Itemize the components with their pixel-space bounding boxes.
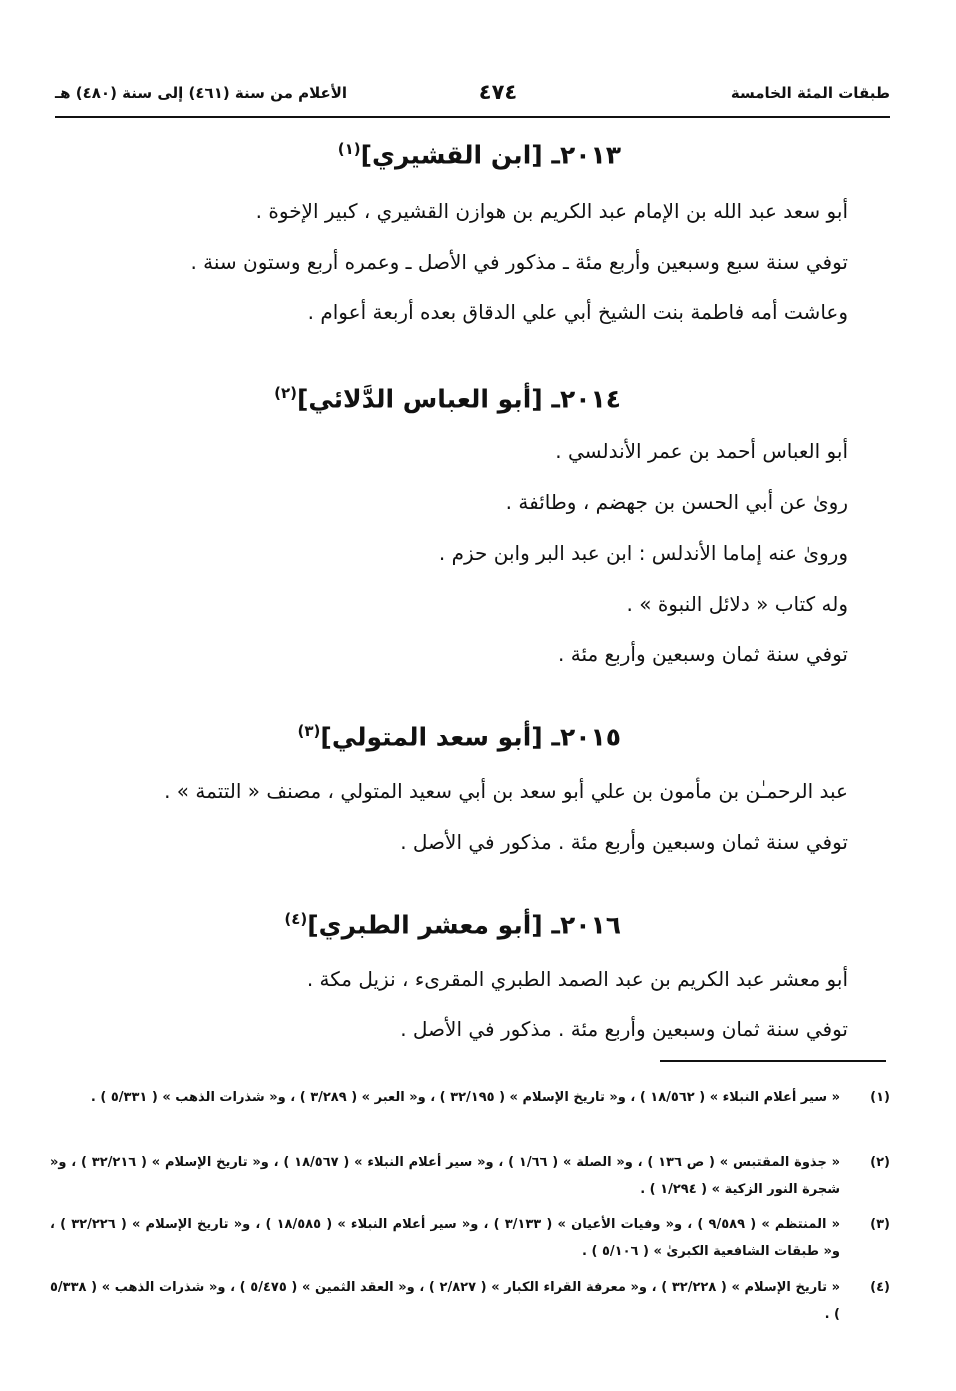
footnote-rule [660,1060,886,1062]
footnote-text: « تاريخ الإسلام » ( ٣٢/٢٢٨ ) ، و« معرفة القراء الكبار » ( ٢/٨٢٧ ) ، و« العقد الثمين » ( ٥/٤٧٥ ) ، و« شذرات الذهب » ( ٥/٣٣٨ ) . [50,1280,841,1322]
entry-heading-text: ٢٠١٤ـ [أبو العباس الدَّلائي] [296,384,621,414]
entry-line: توفي سنة ثمان وسبعين وأربع مئة . مذكور في الأصل . [400,1017,848,1041]
running-header-section-title: طبقات المئة الخامسة [730,84,890,102]
entry-line: توفي سنة ثمان وسبعين وأربع مئة . [558,642,848,666]
footnote-ref: (١) [337,140,361,158]
entry-heading-text: ٢٠١٥ـ [أبو سعد المتولي] [320,722,621,752]
entry-line: وعاشت أمه فاطمة بنت الشيخ أبي علي الدقاق بعده أربعة أعوام . [307,300,848,324]
footnote-text: « المنتظم » ( ٩/٥٨٩ ) ، و« وفيات الأعيان » ( ٣/١٣٣ ) ، و« سير أعلام النبلاء » ( ١٨/٥٨٥ ) ، و« تاريخ الإسلام » ( ٣٢/٢٢٦ ) ، و« طبقات الشافعية الكبرىٰ » ( ٥/١٠٦ ) . [50,1217,840,1259]
entry-line: روىٰ عن أبي الحسن بن جهضم ، وطائفة . [505,490,848,514]
entry-heading [338,140,621,169]
page-number: ٤٧٤ [478,80,518,104]
entry-heading [284,910,621,939]
entry-line: أبو سعد عبد الله بن الإمام عبد الكريم بن هوازن القشيري ، كبير الإخوة . [255,199,848,223]
footnote-text: « جذوة المقتبس » ( ص ١٣٦ ) ، و« الصلة » ( ١/٦٦ ) ، و« سير أعلام النبلاء » ( ١٨/٥٦٧ ) ، و« تاريخ الإسلام » ( ٣٢/٢١٦ ) ، و« شجرة النور الزكية » ( ١/٢٩٤ ) . [50,1155,841,1197]
footnote-ref: (٤) [284,910,308,928]
footnote-ref: (٣) [297,722,321,740]
header-rule [55,116,890,118]
running-header-volume-range: الأعلام من سنة (٤٦١) إلى سنة (٤٨٠) هـ [55,84,348,102]
footnote-number: (٢) [870,1155,890,1170]
entry-line: عبد الرحمـٰن بن مأمون بن علي أبو سعد بن أبي سعيد المتولي ، مصنف « التتمة » . [164,779,848,803]
entry-heading-text: ٢٠١٦ـ [أبو معشر الطبري] [307,910,621,940]
footnote-number: (١) [870,1090,890,1105]
entry-heading-text: ٢٠١٣ـ [ابن القشيري] [360,140,621,170]
entry-line: أبو معشر عبد الكريم بن عبد الصمد الطبري المقرىء ، نزيل مكة . [306,967,848,991]
running-header [55,80,890,114]
footnote-ref: (٢) [274,384,297,402]
entry-line: توفي سنة سبع وسبعين وأربع مئة ـ مذكور في الأصل ـ وعمره أربع وستون سنة . [190,250,848,274]
footnote-number: (٤) [870,1280,890,1295]
entry-line: توفي سنة ثمان وسبعين وأربع مئة . مذكور في الأصل . [400,830,848,854]
entry-heading [274,384,621,413]
footnote-number: (٣) [870,1217,890,1232]
entry-line: وروىٰ عنه إماما الأندلس : ابن عبد البر وابن حزم . [438,541,848,565]
footnote-text: « سير أعلام النبلاء » ( ١٨/٥٦٢ ) ، و« تاريخ الإسلام » ( ٣٢/١٩٥ ) ، و« العبر » ( ٣/٢٨٩ ) ، و« شذرات الذهب » ( ٥/٣٣١ ) . [90,1090,840,1105]
entry-line: أبو العباس أحمد بن عمر الأندلسي . [555,439,848,463]
entry-line: وله كتاب « دلائل النبوة » . [626,592,848,616]
entry-heading [298,722,621,751]
